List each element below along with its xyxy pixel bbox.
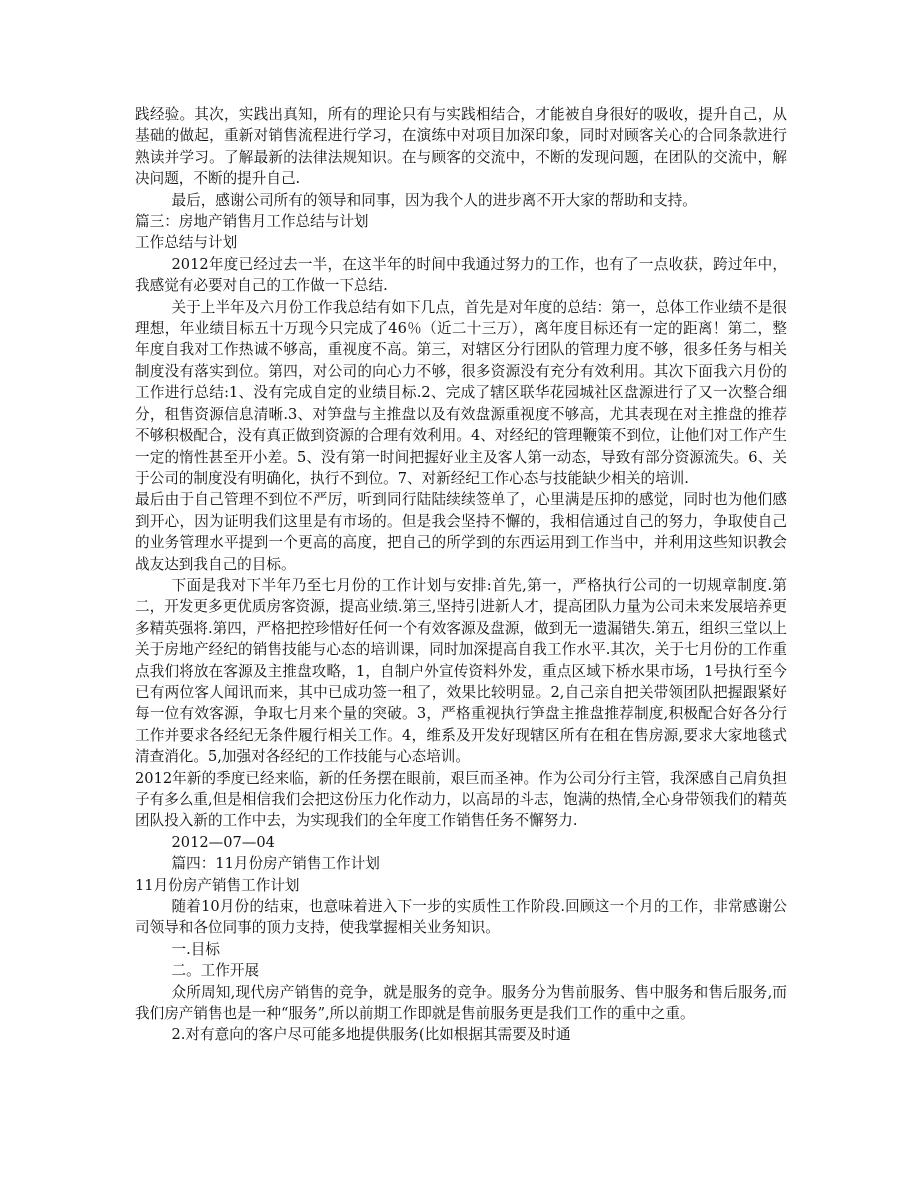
paragraph-p12: 11月份房产销售工作计划 <box>135 876 300 894</box>
document-body <box>135 104 787 1046</box>
paragraph-p3: 篇三：房地产销售月工作总结与计划 <box>135 213 369 231</box>
paragraph-p11: 篇四：11月份房产销售工作计划 <box>171 855 380 873</box>
paragraph-p13: 随着10月份的结束，也意味着进入下一步的实质性工作阶段.回顾这一个月的工作，非常感谢公司领导和各位同事的顶力支持，使我掌握相关业务知识。 <box>135 898 787 937</box>
paragraph-p6: 关于上半年及六月份工作我总结有如下几点，首先是对年度的总结：第一，总体工作业绩不是很理想，年业绩目标五十万现今只完成了46％（近二十三万），离年度目标还有一定的距离！第二，整年度自我对工作热诚不够高，重视度不高。第三，对辖区分行团队的管理力度不够，很多任务与相关制度没有落实到位。第四，对公司的向心力不够，很多资源没有充分有效利用。其次下面我六月份的工作进行总结:1、没有完成自定的业绩目标.2、完成了辖区联华花园城社区盘源进行了又一次整合细分，租售资源信息清晰.3、对笋盘与主推盘以及有效盘源重视度不够高，尤其表现在对主推盘的推荐不够积极配合，没有真正做到资源的合理有效利用。4、对经纪的管理鞭策不到位，让他们对工作产生一定的惰性甚至开小差。5、没有第一时间把握好业主及客人第一动态，导致有部分资源流失。6、关于公司的制度没有明确化，执行不到位。7、对新经纪工作心态与技能缺少相关的培训. <box>135 298 787 487</box>
paragraph-p14: 一.目标 <box>171 940 220 958</box>
paragraph-p5: 2012年度已经过去一半，在这半年的时间中我通过努力的工作，也有了一点收获，跨过年中，我感觉有必要对自己的工作做一下总结. <box>135 255 787 295</box>
paragraph-p7: 最后由于自己管理不到位不严厉，听到同行陆陆续续签单了，心里满是压抑的感觉，同时也为他们感到开心，因为证明我们这里是有市场的。但是我会坚持不懈的，我相信通过自己的努力，争取使自己的业务管理水平提到一个更高的高度，把自己的所学到的东西运用到工作当中，并利用这些知识教会战友达到我自己的目标。 <box>135 491 787 573</box>
paragraph-p1: 践经验。其次，实践出真知，所有的理论只有与实践相结合，才能被自身很好的吸收，提升自己，从基础的做起，重新对销售流程进行学习，在演练中对项目加深印象，同时对顾客关心的合同条款进行熟读并学习。了解最新的法律法规知识。在与顾客的交流中，不断的发现问题，在团队的交流中，解决问题，不断的提升自己. <box>135 106 787 188</box>
paragraph-p2: 最后，感谢公司所有的领导和同事，因为我个人的进步离不开大家的帮助和支持。 <box>171 191 697 209</box>
paragraph-p4: 工作总结与计划 <box>135 234 238 252</box>
paragraph-p8: 下面是我对下半年乃至七月份的工作计划与安排:首先,第一，严格执行公司的一切规章制度.第二，开发更多更优质房客资源，提高业绩.第三,坚持引进新人才，提高团队力量为公司未来发展培养更多精英强将.第四，严格把控珍惜好任何一个有效客源及盘源，做到无一遗漏错失.第五，组织三堂以上关于房地产经纪的销售技能与心态的培训课，同时加深提高自我工作水平.其次，关于七月份的工作重点我们将放在客源及主推盘攻略，1，自制户外宣传资料外发，重点区域下桥水果市场，1号执行至今已有两位客人闻讯而来，其中已成功签一租了，效果比较明显。2,自己亲自把关带领团队把握跟紧好每一位有效客源，争取七月来个量的突破。3，严格重视执行笋盘主推盘推荐制度,积极配合好各分行工作并要求各经纪无条件履行相关工作。4，维系及开发好现辖区所有在租在售房源,要求大家地毯式清查消化。5,加强对各经纪的工作技能与心态培训。 <box>135 576 787 766</box>
paragraph-p16: 众所周知,现代房产销售的竞争，就是服务的竞争。服务分为售前服务、售中服务和售后服务,而我们房产销售也是一种“服务”,所以前期工作即就是售前服务更是我们工作的重中之重。 <box>135 983 787 1023</box>
paragraph-p9: 2012年新的季度已经来临，新的任务摆在眼前，艰巨而圣神。作为公司分行主管，我深感自己肩负担子有多么重,但是相信我们会把这份压力化作动力，以高昂的斗志，饱满的热情,全心身带领我们的精英团队投入新的工作中去，为实现我们的全年度工作销售任务不懈努力. <box>135 769 787 830</box>
paragraph-p10: 2012—07—04 <box>171 833 275 851</box>
paragraph-p17: 2.对有意向的客户尽可能多地提供服务(比如根据其需要及时通 <box>171 1026 571 1044</box>
paragraph-p15: 二。工作开展 <box>171 962 260 980</box>
